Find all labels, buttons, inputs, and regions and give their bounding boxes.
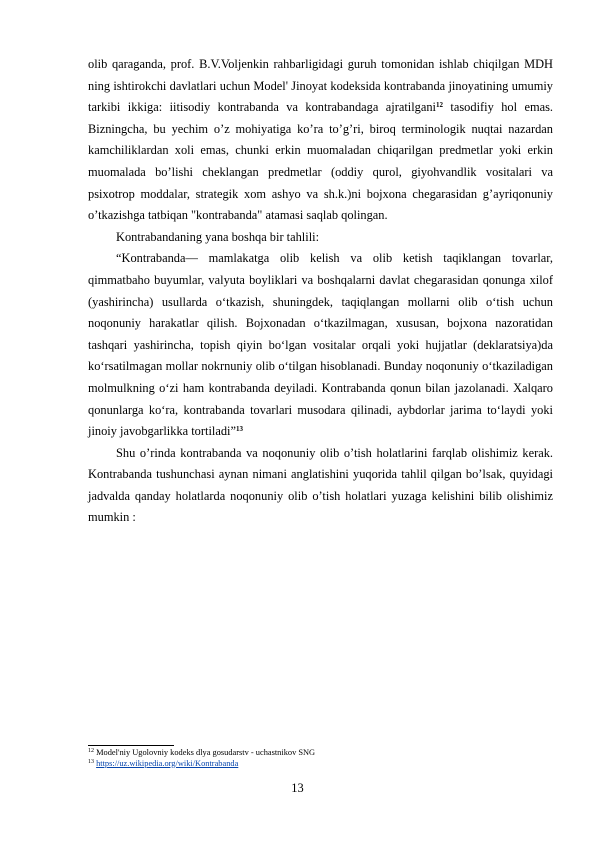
paragraph-text: “Kontrabanda— mamlakatga olib kelish va olib ketish taqiklangan tovarlar, qimmatbaho buyumlar, valyuta boyliklari va boshqalarni davlat chegarasidan qonunga xilof (yashirincha) usullarda o‘tkazish, shuningdek, taqiqlangan mollarni olib o‘tish uchun noqonuniy harakatlar qilish. Bojxonadan o‘tkazilmagan, xususan, bojxona nazoratidan tashqari yashirincha, topish qiyin bo‘lgan vositalar orqali yoki hujjatlar (deklaratsiya)da ko‘rsatilmagan mollar nokrnuniy olib o‘tilgan hisoblanadi. Bunday noqonuniy o‘tkaziladigan molmulkning o‘zi ham kontrabanda deyiladi. Kontrabanda qonun bilan jazolanadi. Xalqaro qonunlarga ko‘ra, kontrabanda tovarlari musodara qilinadi, aybdorlar jarima to‘laydi yoki jinoiy javobgarlikka tortiladi” bbox=[88, 251, 553, 439]
paragraph-text: tasodifiy hol emas. Bizningcha, bu yechim o’z mohiyatiga ko’ra to’g’ri, biroq terminologik nuqtai nazardan kamchiliklardan xoli emas, chunki erkin muomaladan chiqarilgan predmetlar yoki erkin muomalada bo’lishi cheklangan predmetlar (oddiy qurol, giyohvandlik vositalari va psixotrop moddalar, strategik xom ashyo va sh.k.)ni bojxona chegarasidan g’ayriqonuniy o’tkazishga tatbiqan "kontrabanda" atamasi saqlab qolingan. bbox=[88, 100, 554, 223]
footnote-ref: 13 bbox=[235, 425, 243, 434]
footnote bbox=[88, 759, 553, 770]
paragraph bbox=[88, 54, 553, 227]
footnote-ref: 12 bbox=[436, 101, 443, 110]
paragraph bbox=[88, 227, 553, 249]
footnote-text: Model'niy Ugolovniy kodeks dlya gosudarstv - uchastnikov SNG bbox=[96, 748, 316, 757]
paragraph-text: olib qaraganda, prof. B.V.Voljenkin rahbarligidagi guruh tomonidan ishlab chiqilgan MDH ning ishtirokchi davlatlari uchun Model' Jinoyat kodeksida kontrabanda jinoyatining umumiy tarkibi ikkiga: iitisodiy kontrabanda va kontrabandaga ajratilgani bbox=[88, 57, 553, 115]
paragraph-text: Kontrabandaning yana boshqa bir tahlili: bbox=[116, 229, 320, 244]
paragraph-text: Shu o’rinda kontrabanda va noqonuniy olib o’tish holatlarini farqlab olishimiz kerak. Kontrabanda tushunchasi aynan nimani anglatishini yuqorida tahlil qilgan bo’lsak, quyidagi jadvalda qanday holatlarda noqonuniy olib o’tish holatlari yuzaga kelishini bilib olishimiz mumkin : bbox=[88, 445, 553, 525]
page-number: 13 bbox=[291, 781, 304, 795]
paragraph bbox=[88, 443, 553, 529]
footnote-number: 13 bbox=[88, 758, 94, 765]
footnote bbox=[88, 748, 553, 759]
footnote-separator bbox=[88, 745, 174, 746]
footnote-number: 12 bbox=[88, 748, 94, 754]
footnotes bbox=[88, 748, 553, 769]
paragraph bbox=[88, 248, 553, 442]
footnote-link[interactable]: https://uz.wikipedia.org/wiki/Kontrabanda bbox=[96, 758, 239, 768]
body-text bbox=[88, 54, 553, 529]
